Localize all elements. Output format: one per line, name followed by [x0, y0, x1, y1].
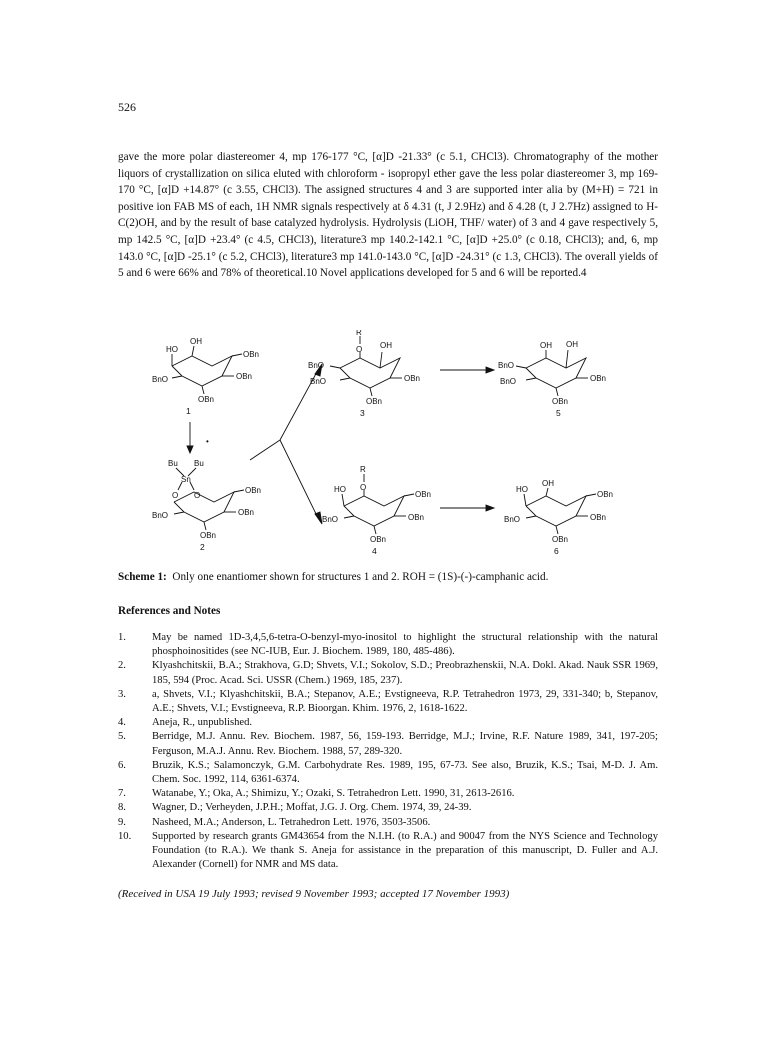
compound-1-label: 1: [186, 406, 191, 416]
reference-text: a, Shvets, V.I.; Klyashchitskii, B.A.; Stepanov, A.E.; Evstigneeva, R.P. Tetrahedron 1973, 29, 331-340; b, Stepanov, A.E.; Shvets, V.I.; Evstigneeva, R.P. Bioorgan. Khim. 1976, 2, 1618-1622.: [152, 688, 658, 715]
branch-arrows: [250, 364, 322, 524]
reference-text: Berridge, M.J. Annu. Rev. Biochem. 1987, 56, 159-193. Berridge, M.J.; Irvine, R.F. Nature 1989, 341, 197-205; Ferguson, M.A.J. Annu. Rev. Biochem. 1988, 57, 289-320.: [152, 731, 658, 757]
s3-oh: OH: [380, 341, 392, 350]
s5-oh-b: OH: [566, 340, 578, 349]
reference-text: Wagner, D.; Verheyden, J.P.H.; Moffat, J.G. J. Org. Chem. 1974, 39, 24-39.: [152, 802, 472, 814]
reference-item: [118, 830, 658, 873]
scheme-caption: [118, 570, 658, 585]
s6-obn-a: OBn: [597, 490, 614, 499]
reference-item: [118, 631, 658, 659]
references-heading: References and Notes: [118, 605, 221, 617]
reference-number: 10.: [118, 830, 132, 842]
reference-text: Supported by research grants GM43654 from the N.I.H. (to R.A.) and 90047 from the NYS Science and Technology Foundation (to R.A.). We thank S. Aneja for assistance in the preparation of this manuscript, D. Fuller and A.J. Alexander (Cornell) for NMR and MS data.: [152, 830, 658, 871]
s2-bu-b: Bu: [194, 459, 204, 468]
s5-bno-b: BnO: [500, 377, 517, 386]
reference-item: [118, 730, 658, 758]
reference-text: Nasheed, M.A.; Anderson, L. Tetrahedron Lett. 1976, 3503-3506.: [152, 816, 431, 828]
s3-bno-b: BnO: [310, 377, 327, 386]
reference-item: [118, 688, 658, 716]
s4-ho: HO: [334, 485, 346, 494]
s3-obn-a: OBn: [404, 374, 421, 383]
s5-bno-a: BnO: [498, 361, 515, 370]
s1-obn-b: OBn: [236, 372, 253, 381]
body-paragraph: gave the more polar diastereomer 4, mp 176-177 °C, [α]D -21.33° (c 5.1, CHCl3). Chromatography of the mother liquors of crystallization on silica eluted with chloroform - isopropyl ether gave the less polar diastereomer 3, mp 169-170 °C, [α]D +14.87° (c 3.55, CHCl3). The assigned structures 4 and 3 are supported inter alia by (M+H) = 721 in positive ion FAB MS of each, 1H NMR signals respectively at δ 4.31 (t, J 2.9Hz) and δ 4.28 (t, J 2.7Hz) assigned to H-C(2)OH, and by the result of base catalyzed hydrolysis. Hydrolysis (LiOH, THF/ water) of 3 and 4 gave respectively 5, mp 142.5 °C, [α]D +23.4° (c 4.5, CHCl3), literature3 mp 140.2-142.1 °C, [α]D +25.0° (c 0.18, CHCl3); and, 6, mp 143.0 °C, [α]D -25.1° (c 5.2, CHCl3), literature3 mp 141.0-143.0 °C, [α]D -24.31° (c 1.3, CHCl3). The overall yields of 5 and 6 were 66% and 78% of theoretical.10 Novel applications developed for 5 and 6 will be reported.4: [118, 151, 658, 280]
reaction-scheme: [150, 330, 630, 560]
reference-item: [118, 659, 658, 687]
reference-number: 7.: [118, 788, 126, 800]
reference-item: [118, 816, 658, 830]
reference-number: 2.: [118, 660, 126, 672]
s1-bno: BnO: [152, 375, 169, 384]
arrow-1-to-2: [187, 422, 193, 453]
s6-obn-c: OBn: [552, 535, 569, 544]
s3-obn-b: OBn: [366, 397, 383, 406]
s3-bno-a: BnO: [308, 361, 325, 370]
compound-2-label: 2: [200, 542, 205, 552]
arrow-3-to-5: [440, 367, 494, 373]
s5-obn-a: OBn: [590, 374, 607, 383]
s4-o: O: [360, 483, 367, 492]
structure-6: [524, 488, 596, 534]
reference-item: [118, 759, 658, 787]
s6-oh: OH: [542, 479, 554, 488]
structure-5: [516, 350, 588, 396]
reference-number: 6.: [118, 759, 126, 771]
arrow-4-to-6: [440, 505, 494, 511]
references-list: [118, 631, 658, 872]
s2-bno: BnO: [152, 511, 169, 520]
s2-obn-a: OBn: [245, 486, 262, 495]
s2-sn: Sn: [181, 475, 191, 484]
s4-bno: BnO: [322, 515, 339, 524]
reference-number: 5.: [118, 731, 126, 743]
s1-oh: OH: [190, 337, 202, 346]
s2-bu-a: Bu: [168, 459, 178, 468]
compound-6-label: 6: [554, 546, 559, 556]
s3-r: R: [356, 330, 362, 337]
s2-obn-b: OBn: [238, 508, 255, 517]
body-text: [118, 149, 658, 282]
s5-obn-b: OBn: [552, 397, 569, 406]
compound-3-label: 3: [360, 408, 365, 418]
page-number: 526: [118, 100, 136, 114]
reference-item: [118, 787, 658, 801]
structure-1: [172, 346, 242, 394]
reference-number: 4.: [118, 717, 126, 729]
compound-4-label: 4: [372, 546, 377, 556]
s2-o-b: O: [194, 491, 201, 500]
reference-item: [118, 716, 658, 730]
compound-5-label: 5: [556, 408, 561, 418]
s6-ho: HO: [516, 485, 528, 494]
s4-r: R: [360, 465, 366, 474]
reference-text: Aneja, R., unpublished.: [152, 717, 253, 729]
s1-obn-a: OBn: [243, 350, 260, 359]
s5-oh-a: OH: [540, 341, 552, 350]
s3-o: O: [356, 345, 363, 354]
reference-number: 1.: [118, 632, 126, 643]
reference-number: 3.: [118, 688, 126, 700]
reference-number: 8.: [118, 802, 126, 814]
reference-text: Bruzik, K.S.; Salamonczyk, G.M. Carbohydrate Res. 1989, 195, 67-73. See also, Bruzik, K.S.; Tsai, M-D. J. Am. Chem. Soc. 1992, 114, 6361-6374.: [152, 759, 658, 786]
caption-label: Scheme 1:: [118, 571, 167, 583]
arrow-reagent-mark: •: [206, 437, 209, 446]
s2-o-a: O: [172, 491, 179, 500]
received-dates: (Received in USA 19 July 1993; revised 9 November 1993; accepted 17 November 1993): [118, 888, 510, 900]
s4-obn-a: OBn: [415, 490, 432, 499]
s4-obn-b: OBn: [408, 513, 425, 522]
caption-text: Only one enantiomer shown for structures 1 and 2. ROH = (1S)-(-)-camphanic acid.: [172, 571, 549, 583]
s1-obn-c: OBn: [198, 395, 215, 404]
s4-obn-c: OBn: [370, 535, 387, 544]
reference-number: 9.: [118, 816, 126, 828]
reference-text: May be named 1D-3,4,5,6-tetra-O-benzyl-myo-inositol to highlight the structural relationship with the natural phosphoinositides (see NC-IUB, Eur. J. Biochem. 1989, 180, 485-486).: [152, 632, 658, 658]
scheme-svg: [150, 330, 630, 560]
reference-text: Klyashchitskii, B.A.; Strakhova, G.D; Shvets, V.I.; Sokolov, S.D.; Preobrazhenskii, N.A. Dokl. Akad. Nauk SSR 1969, 185, 594 (Proc. Acad. Sci. USSR (Chem.) 1969, 185, 237).: [152, 660, 658, 686]
structure-4: [342, 474, 414, 534]
s2-obn-c: OBn: [200, 531, 217, 540]
reference-item: [118, 801, 658, 815]
s6-bno: BnO: [504, 515, 521, 524]
reference-text: Watanabe, Y.; Oka, A.; Shimizu, Y.; Ozaki, S. Tetrahedron Lett. 1990, 31, 2613-2616.: [152, 788, 515, 800]
s6-obn-b: OBn: [590, 513, 607, 522]
s1-ho: HO: [166, 345, 178, 354]
